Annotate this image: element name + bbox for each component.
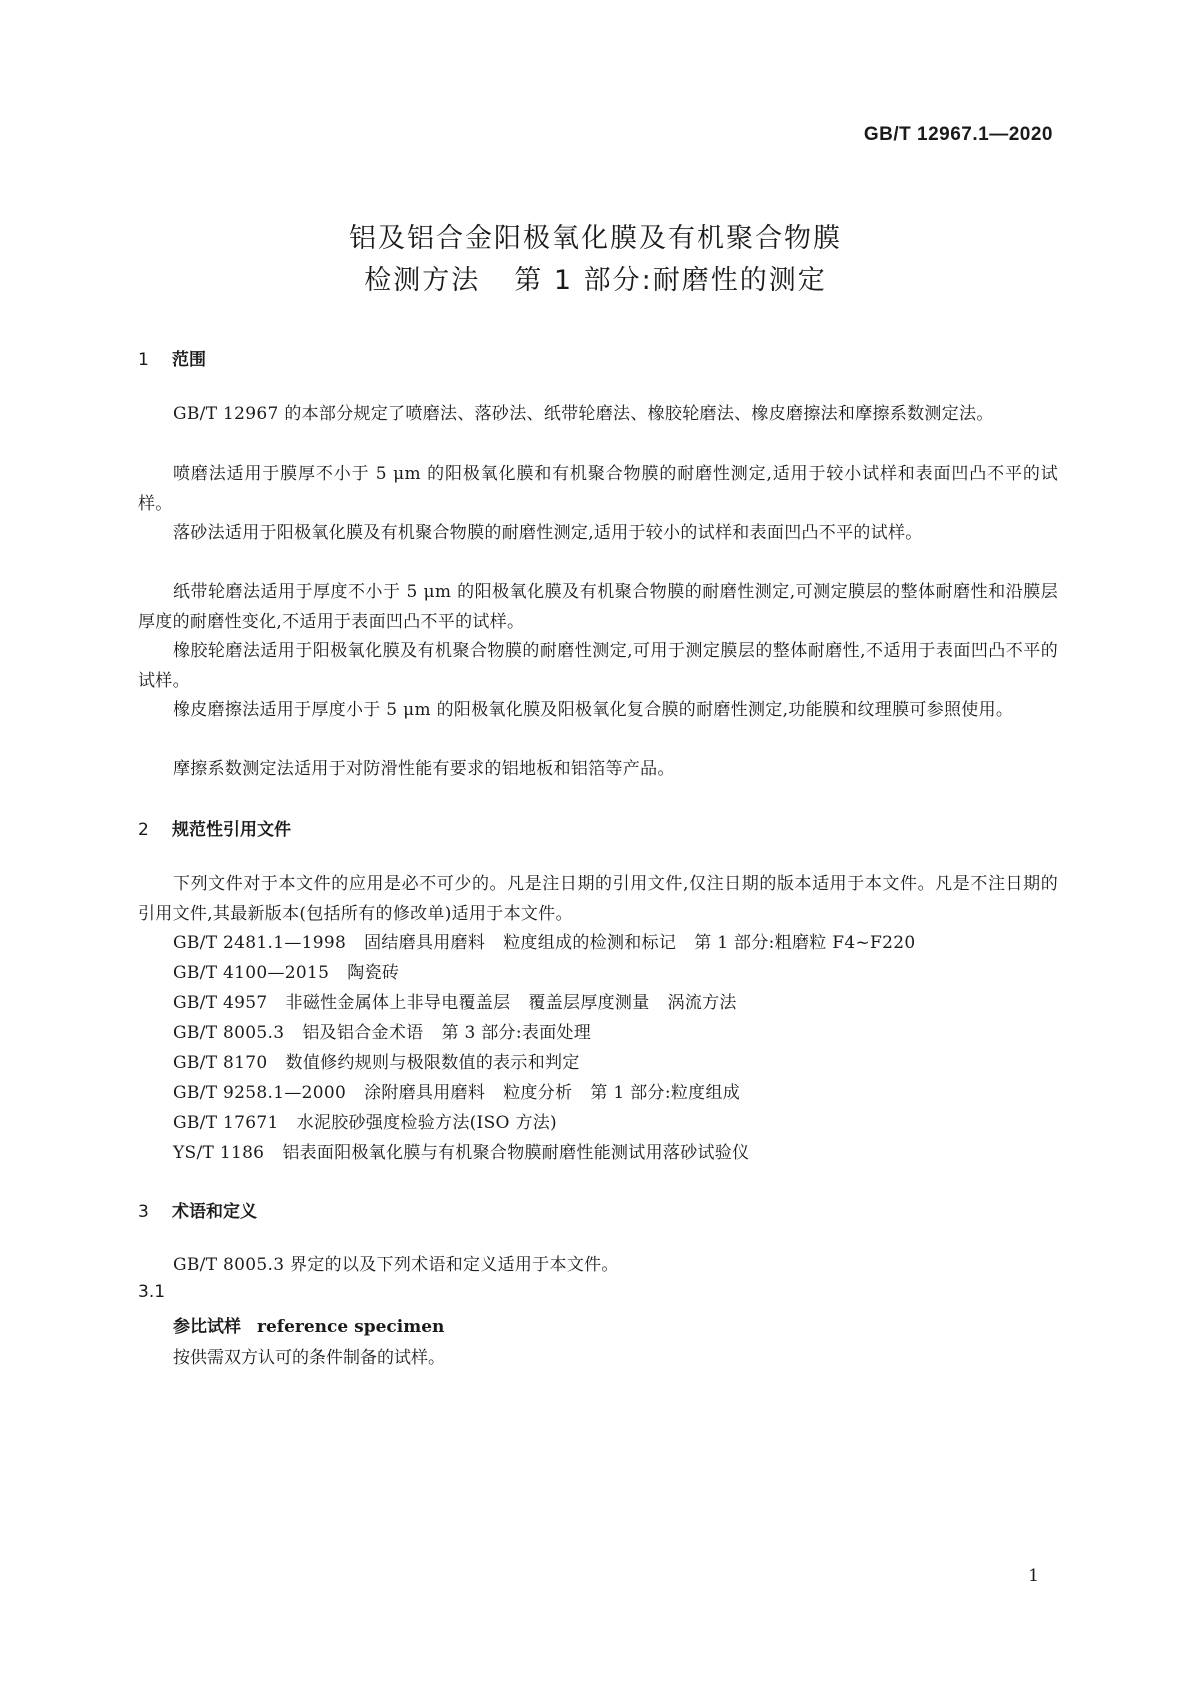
reference-title-part: 粒度分析	[503, 1083, 573, 1103]
term-chinese: 参比试样	[173, 1317, 241, 1337]
section-3-intro: GB/T 8005.3 界定的以及下列术语和定义适用于本文件。	[173, 1255, 619, 1275]
reference-title-part: 第 3 部分:表面处理	[441, 1023, 592, 1043]
section-2-number: 2	[138, 820, 149, 840]
section-1-paragraph: 落砂法适用于阳极氧化膜及有机聚合物膜的耐磨性测定,适用于较小的试样和表面凹凸不平的试样。	[173, 523, 923, 543]
title-line-2	[0, 260, 1191, 302]
reference-item	[173, 1018, 591, 1048]
reference-item	[173, 1108, 557, 1138]
title-line-1: 铝及铝合金阳极氧化膜及有机聚合物膜	[349, 223, 842, 254]
reference-code: GB/T 4100—2015	[173, 963, 330, 983]
section-1-paragraph: GB/T 12967 的本部分规定了喷磨法、落砂法、纸带轮磨法、橡胶轮磨法、橡皮磨擦法和摩擦系数测定法。	[173, 404, 994, 424]
reference-item	[173, 1138, 749, 1168]
reference-title-part: 粒度组成的检测和标记	[503, 933, 677, 953]
standard-number: GB/T 12967.1—2020	[863, 124, 1053, 145]
reference-title-part: 第 1 部分:粗磨粒 F4~F220	[694, 933, 916, 953]
section-1-paragraph: 橡皮磨擦法适用于厚度小于 5 μm 的阳极氧化膜及阳极氧化复合膜的耐磨性测定,功能膜和纹理膜可参照使用。	[173, 700, 1014, 720]
reference-title-part: 覆盖层厚度测量	[528, 993, 650, 1013]
section-2-heading	[138, 815, 291, 840]
reference-item	[173, 1078, 740, 1108]
title-line-2-part-1: 检测方法	[364, 265, 481, 296]
term-english: reference specimen	[257, 1317, 445, 1337]
reference-code: YS/T 1186	[173, 1143, 265, 1163]
reference-title-part: 数值修约规则与极限数值的表示和判定	[285, 1053, 580, 1073]
reference-item	[173, 1048, 580, 1078]
section-1-heading	[138, 345, 206, 370]
section-3-number: 3	[138, 1202, 149, 1222]
reference-code: GB/T 9258.1—2000	[173, 1083, 347, 1103]
term-entry	[173, 1312, 444, 1337]
section-3-title: 术语和定义	[172, 1202, 257, 1222]
section-1-number: 1	[138, 350, 149, 370]
section-2-intro: 下列文件对于本文件的应用是必不可少的。凡是注日期的引用文件,仅注日期的版本适用于本文件。凡是不注日期的引用文件,其最新版本(包括所有的修改单)适用于本文件。	[138, 874, 1058, 924]
term-definition: 按供需双方认可的条件制备的试样。	[173, 1348, 445, 1368]
section-1-paragraph: 喷磨法适用于膜厚不小于 5 μm 的阳极氧化膜和有机聚合物膜的耐磨性测定,适用于较小试样和表面凹凸不平的试样。	[138, 464, 1058, 514]
title-line-2-part-2: 第 1 部分:耐磨性的测定	[514, 265, 827, 296]
page-number: 1	[1028, 1566, 1039, 1586]
section-1-paragraph: 橡胶轮磨法适用于阳极氧化膜及有机聚合物膜的耐磨性测定,可用于测定膜层的整体耐磨性,不适用于表面凹凸不平的试样。	[138, 641, 1058, 691]
reference-code: GB/T 8170	[173, 1053, 268, 1073]
reference-title-part: 固结磨具用磨料	[364, 933, 486, 953]
section-1-paragraph: 纸带轮磨法适用于厚度不小于 5 μm 的阳极氧化膜及有机聚合物膜的耐磨性测定,可测定膜层的整体耐磨性和沿膜层厚度的耐磨性变化,不适用于表面凹凸不平的试样。	[138, 582, 1058, 632]
reference-item	[173, 928, 915, 958]
reference-code: GB/T 4957	[173, 993, 268, 1013]
reference-code: GB/T 8005.3	[173, 1023, 285, 1043]
reference-code: GB/T 2481.1—1998	[173, 933, 347, 953]
section-3-heading	[138, 1197, 257, 1222]
reference-title-part: 铝及铝合金术语	[302, 1023, 424, 1043]
reference-title-part: 第 1 部分:粒度组成	[590, 1083, 741, 1103]
reference-item	[173, 988, 737, 1018]
reference-code: GB/T 17671	[173, 1113, 279, 1133]
clause-number: 3.1	[138, 1282, 166, 1302]
section-1-title: 范围	[172, 350, 206, 370]
reference-title-part: 涂附磨具用磨料	[364, 1083, 486, 1103]
reference-title-part: 涡流方法	[667, 993, 737, 1013]
reference-title-part: 水泥胶砂强度检验方法(ISO 方法)	[296, 1113, 557, 1133]
reference-item	[173, 958, 399, 988]
section-2-title: 规范性引用文件	[172, 820, 291, 840]
section-1-paragraph: 摩擦系数测定法适用于对防滑性能有要求的铝地板和铝箔等产品。	[173, 759, 675, 779]
reference-title-part: 铝表面阳极氧化膜与有机聚合物膜耐磨性能测试用落砂试验仪	[282, 1143, 750, 1163]
document-title	[0, 218, 1191, 302]
reference-title-part: 非磁性金属体上非导电覆盖层	[285, 993, 511, 1013]
reference-title-part: 陶瓷砖	[347, 963, 400, 983]
